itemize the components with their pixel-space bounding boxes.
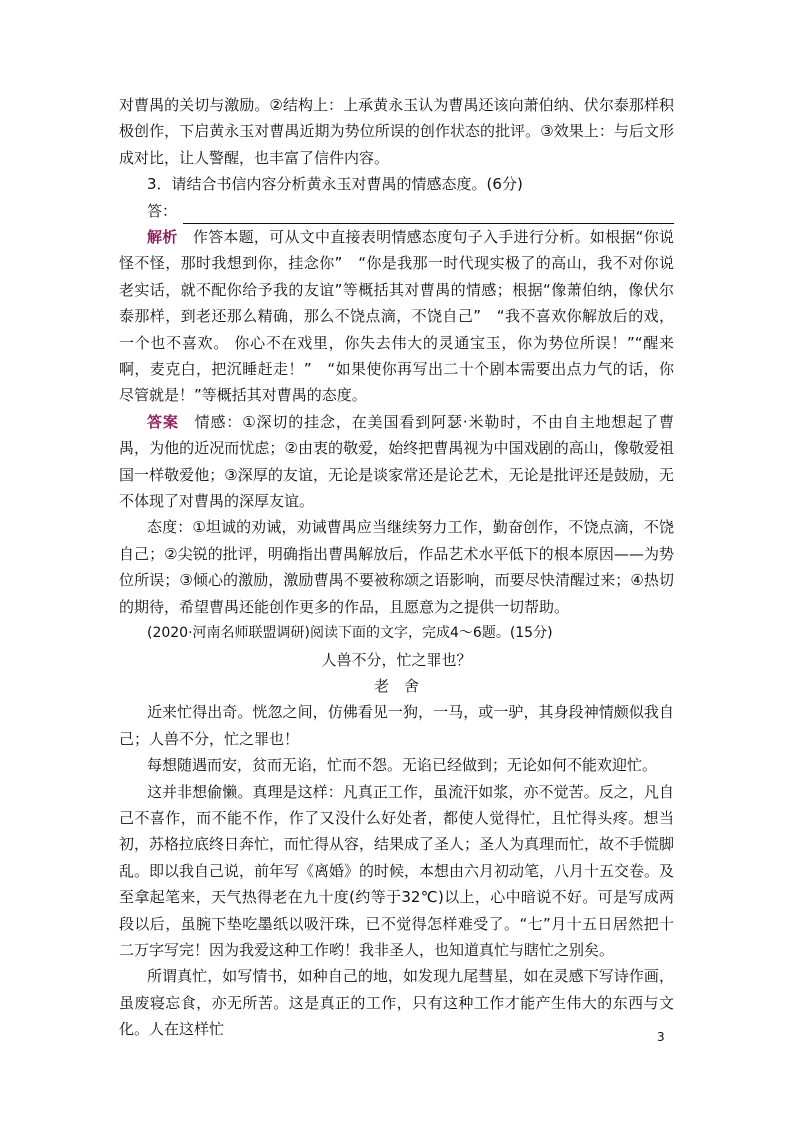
page-number: 3 [657, 1030, 665, 1044]
passage-paragraph-3: 这并非想偷懒。真理是这样：凡真正工作，虽流汗如浆，亦不觉苦。反之，凡自己不喜作，而不能不作，作了又没什么好处者，都使人觉得忙，且忙得头疼。想当初，苏格拉底终日奔忙，而忙得从容，结果成了圣人；圣人为真理而忙，故不手慌脚乱。即以我自己说，前年写《离婚》的时候，本想由六月初动笔，八月十五交卷。及至拿起笔来，天气热得老在九十度(约等于32℃)以上，心中暗说不好。可是写成两段以后，虽腕下垫吃墨纸以吸汗珠，已不觉得怎样难受了。“七”月十五日居然把十二万字写完！因为我爱这种工作哟！我非圣人，也知道真忙与瞎忙之别矣。 [119, 782, 675, 959]
question-3: 3．请结合书信内容分析黄永玉对曹禺的情感态度。(6分) [147, 175, 523, 194]
passage-author: 老 舍 [373, 676, 419, 695]
analysis-label: 解析 [147, 228, 178, 247]
analysis-paragraph [119, 224, 674, 409]
analysis-text: 作答本题，可从文中直接表明情感态度句子入手进行分析。如根据“你说怪不怪，那时我想到你，挂念你” “你是我那一时代现实极了的高山，我不对你说老实话，就不配你给予我的友谊”等概括其对曹禺的情感；根据“像萧伯纳，像伏尔泰那样，到老还那么精确，那么不饶点滴，不饶自己” “我不喜欢你解放后的戏，一个也不喜欢。 你心不在戏里，你失去伟大的灵通宝玉，你为势位所误！”“醒来啊，麦克白，把沉睡赶走！” “如果使你再写出二十个剧本需要出点力气的话，你尽管就是！”等概括其对曹禺的态度。 [119, 228, 674, 405]
answer-blank-underline[interactable] [183, 206, 674, 224]
passage-paragraph-4: 所谓真忙，如写情书，如种自己的地，如发现九尾彗星，如在灵感下写诗作画，虽废寝忘食，亦无所苦。这是真正的工作，只有这种工作才能产生伟大的东西与文化。人在这样忙 [119, 967, 674, 1039]
passage-title: 人兽不分，忙之罪也？ [321, 650, 472, 669]
attitude-paragraph: 态度：①坦诚的劝诫，劝诫曹禺应当继续努力工作，勤奋创作，不饶点滴，不饶自己；②尖锐的批评，明确指出曹禺解放后，作品艺术水平低下的根本原因——为势位所误；③倾心的激励，激励曹禺不要被称颂之语影响，而要尽快清醒过来；④热切的期待，希望曹禺还能创作更多的作品，且愿意为之提供一切帮助。 [119, 518, 674, 616]
answer-paragraph [119, 409, 674, 515]
answer-line [147, 198, 674, 224]
passage-paragraph-2: 每想随遇而安，贫而无谄，忙而不怨。无谄已经做到；无论如何不能欢迎忙。 [147, 756, 658, 775]
answer-prefix: 答： [147, 201, 178, 220]
passage-paragraph-1: 近来忙得出奇。恍忽之间，仿佛看见一狗，一马，或一驴，其身段神情颇似我自己；人兽不分，忙之罪也！ [119, 703, 674, 748]
answer-text: 情感：①深切的挂念，在美国看到阿瑟·米勒时，不由自主地想起了曹禺，为他的近况而忧虑；②由衷的敬爱，始终把曹禺视为中国戏剧的高山，像敬爱祖国一样敬爱他；③深厚的友谊，无论是谈家常还是论艺术，无论是批评还是鼓励，无不体现了对曹禺的深厚友谊。 [119, 412, 674, 511]
answer-continuation-paragraph: 对曹禺的关切与激励。②结构上：上承黄永玉认为曹禺还该向萧伯纳、伏尔泰那样积极创作，下启黄永玉对曹禺近期为势位所误的创作状态的批评。③效果上：与后文形成对比，让人警醒，也丰富了信件内容。 [119, 96, 674, 167]
page-content [119, 92, 674, 1043]
answer-label: 答案 [147, 412, 179, 431]
passage-source: (2020·河南名师联盟调研)阅读下面的文字，完成4～6题。(15分) [147, 625, 553, 642]
